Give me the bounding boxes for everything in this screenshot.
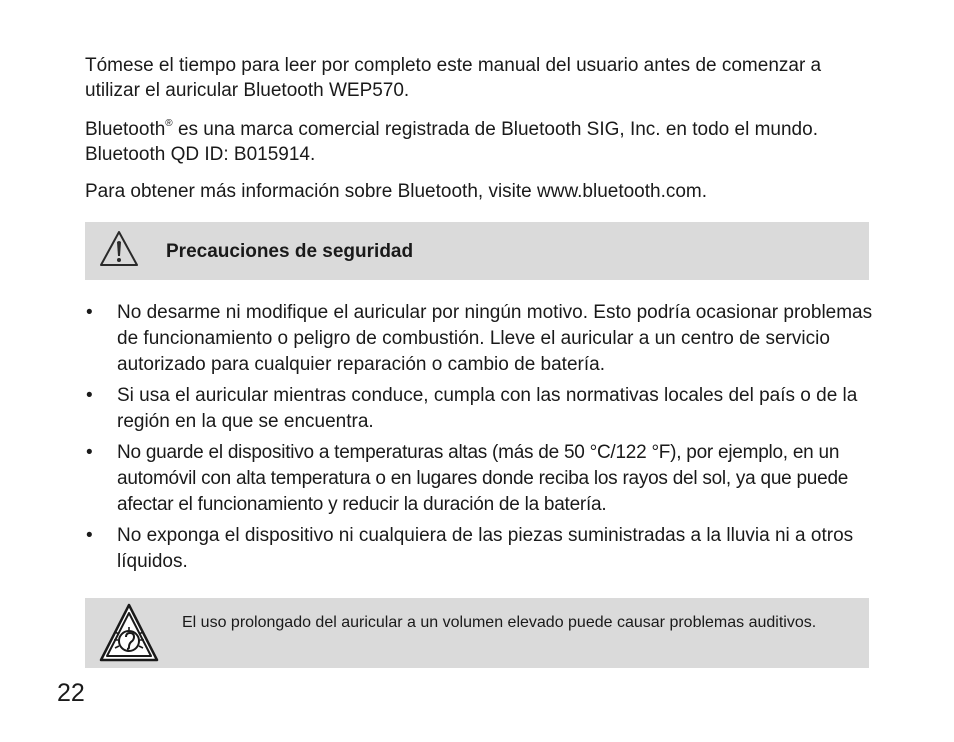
intro-paragraph-2-rest: es una marca comercial registrada de Bluetooth SIG, Inc. en todo el mundo. Bluetooth QD ID: B015914. xyxy=(85,119,818,165)
bullet-dot: • xyxy=(86,385,93,406)
list-item-text: No desarme ni modifique el auricular por ningún motivo. Esto podría ocasionar problemas de funcionamiento o peligro de combustión. Lleve el auricular a un centro de servicio autorizado para cualquier reparación o cambio de batería. xyxy=(117,302,873,375)
safety-list xyxy=(85,300,875,580)
list-item xyxy=(85,440,875,518)
hearing-damage-warning-icon xyxy=(98,602,160,664)
bluetooth-brand: Bluetooth xyxy=(85,119,166,140)
intro-paragraph-3: Para obtener más información sobre Bluetooth, visite www.bluetooth.com. xyxy=(85,181,708,202)
hearing-warning-text: El uso prolongado del auricular a un volumen elevado puede causar problemas auditivos. xyxy=(182,614,817,631)
list-item xyxy=(85,300,875,378)
safety-precautions-banner xyxy=(85,222,869,280)
bullet-dot: • xyxy=(86,525,93,546)
intro-paragraph-2 xyxy=(85,117,875,167)
list-item xyxy=(85,523,875,575)
warning-triangle-icon xyxy=(98,229,140,269)
intro-paragraph-1: Tómese el tiempo para leer por completo este manual del usuario antes de comenzar a utilizar el auricular Bluetooth WEP570. xyxy=(85,55,822,101)
registered-mark: ® xyxy=(165,117,173,129)
list-item-text: No guarde el dispositivo a temperaturas altas (más de 50 °C/122 °F), por ejemplo, en un automóvil con alta temperatura o en lugares donde reciba los rayos del sol, ya que puede afectar el funcionamiento y reducir la duración de la batería. xyxy=(117,442,849,515)
hearing-warning-banner xyxy=(85,598,869,668)
list-item-text: Si usa el auricular mientras conduce, cumpla con las normativas locales del país o de la región en la que se encuentra. xyxy=(117,385,858,432)
bullet-dot: • xyxy=(86,302,93,323)
list-item-text: No exponga el dispositivo ni cualquiera de las piezas suministradas a la lluvia ni a otros líquidos. xyxy=(117,525,854,572)
page-number: 22 xyxy=(57,679,85,707)
safety-title: Precauciones de seguridad xyxy=(166,241,414,262)
list-item xyxy=(85,383,875,435)
bullet-dot: • xyxy=(86,442,93,463)
